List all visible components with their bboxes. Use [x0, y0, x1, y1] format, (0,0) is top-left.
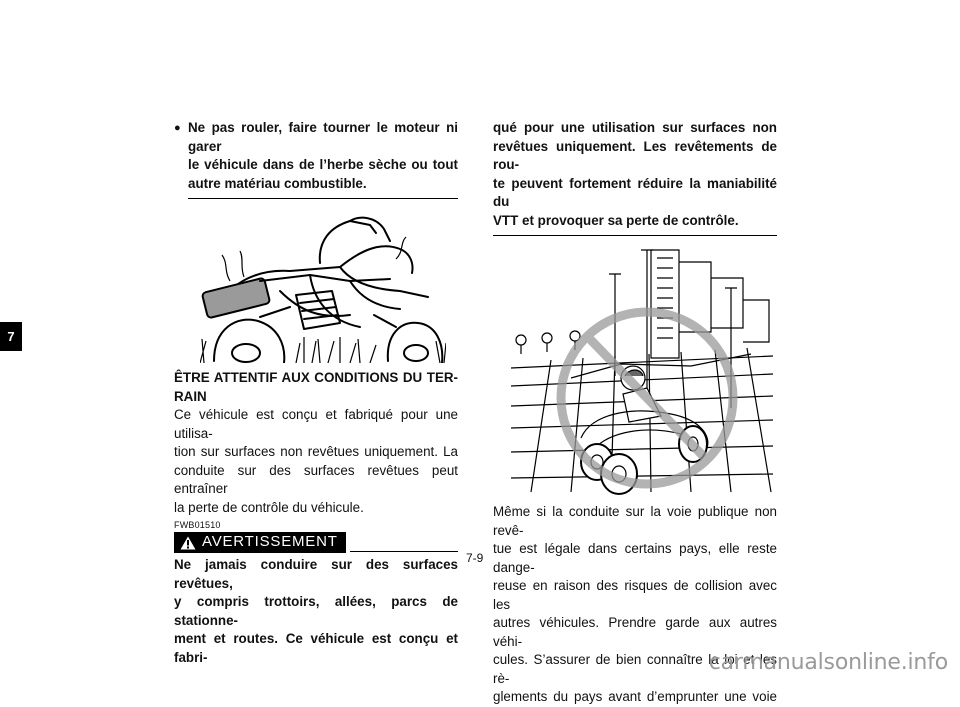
warning-text — [174, 556, 458, 667]
warning-line: ment et routes. Ce véhicule est conçu et fabri- — [174, 631, 458, 665]
warning-line: VTT et provoquer sa perte de contrôle. — [493, 212, 739, 228]
bullet-line: Ne pas rouler, faire tourner le moteur ni garer — [188, 120, 458, 154]
warning-rule — [350, 551, 458, 552]
body-line: glements du pays avant d’emprunter une voie — [493, 689, 777, 704]
section-divider — [188, 198, 458, 199]
bullet-line: le véhicule dans de l’herbe sèche ou tout — [188, 157, 458, 172]
body-line: Même si la conduite sur la voie publique non revê- — [493, 504, 777, 538]
warning-line: y compris trottoirs, allées, parcs de stationne- — [174, 594, 458, 628]
right-column — [493, 119, 777, 707]
warning-line: te peuvent fortement réduire la maniabilité du — [493, 175, 777, 209]
warning-line: Ne jamais conduire sur des surfaces revêtues, — [174, 557, 458, 591]
chapter-tab: 7 — [0, 322, 22, 351]
body-line: la perte de contrôle du véhicule. — [174, 499, 364, 515]
warning-line: qué pour une utilisation sur surfaces non — [493, 120, 777, 135]
warning-label-box — [174, 532, 346, 553]
body-line: Ce véhicule est conçu et fabriqué pour une utilisa- — [174, 407, 458, 441]
heading-line: ÊTRE ATTENTIF AUX CONDITIONS DU TER- — [174, 370, 458, 385]
body-line: tue est légale dans certains pays, elle reste dange- — [493, 541, 777, 575]
body-paragraph — [174, 406, 458, 517]
body-line: tion sur surfaces non revêtues uniquement. La — [174, 444, 458, 459]
warning-line: revêtues uniquement. Les revêtements de rou- — [493, 138, 777, 172]
paved-road-illustration — [511, 248, 773, 496]
body-line: conduite sur des surfaces revêtues peut entraîner — [174, 462, 458, 496]
atv-illustration — [200, 211, 446, 363]
atv-grass-icon — [200, 211, 446, 363]
no-atv-on-pavement-icon — [511, 248, 773, 496]
bullet-line: autre matériau combustible. — [188, 175, 367, 191]
left-column — [174, 119, 458, 667]
warning-end-rule — [493, 235, 777, 236]
bullet-dot-icon: ● — [174, 122, 181, 134]
warning-code: FWB01510 — [174, 520, 221, 530]
page-number: 7-9 — [466, 551, 484, 565]
section-heading — [174, 369, 458, 406]
body-line: reuse en raison des risques de collision avec les — [493, 578, 777, 612]
heading-line: RAIN — [174, 388, 207, 404]
body-paragraph — [493, 503, 777, 707]
bullet-warning — [174, 119, 458, 193]
body-line: autres véhicules. Prendre garde aux autres véhi- — [493, 615, 777, 649]
warning-label: AVERTISSEMENT — [202, 533, 338, 551]
watermark: carmanualsonline.info — [708, 650, 948, 675]
warning-banner — [174, 532, 458, 553]
body-line: cules. S’assurer de bien connaître la loi et les rè- — [493, 652, 777, 686]
warning-continuation — [493, 119, 777, 230]
warning-triangle-icon — [180, 536, 196, 550]
